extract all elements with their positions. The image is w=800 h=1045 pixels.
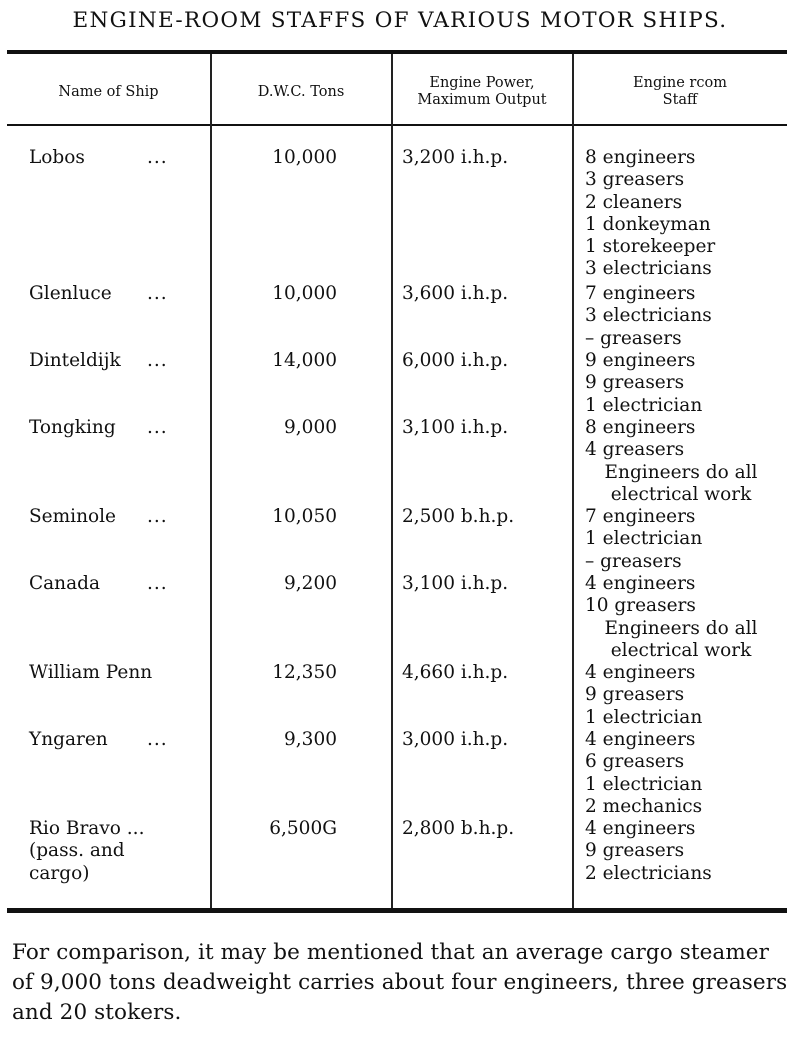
engine-power-cell: 2,500 b.h.p. (402, 506, 515, 527)
staff-entry: 1 electrician (585, 773, 703, 795)
staff-entry: – greasers (585, 550, 682, 572)
ship-name-cell (29, 506, 209, 528)
leader-dots: ... (147, 729, 168, 750)
engine-room-staff-cell (585, 818, 785, 885)
leader-dots: ... (147, 350, 168, 371)
dwc-tons-cell: 10,000 (272, 283, 337, 304)
ship-name: Lobos (29, 147, 85, 168)
dwc-tons-cell: 6,500G (269, 818, 337, 839)
leader-dots: ... (147, 147, 168, 168)
ship-name: William Penn (29, 662, 153, 683)
engine-power-cell: 3,000 i.h.p. (402, 729, 509, 750)
staff-entry: 3 electricians (585, 305, 712, 327)
staff-note: electrical work (610, 483, 752, 505)
staff-table (7, 48, 787, 916)
engine-power-cell: 4,660 i.h.p. (402, 662, 509, 683)
ship-name: Glenluce (29, 283, 112, 304)
table-bottom-rule (7, 908, 787, 913)
header-engine-room-staff: Engine rcom Staff (633, 75, 727, 108)
staff-entry: 10 greasers (585, 595, 696, 617)
column-divider (391, 54, 393, 908)
leader-dots: ... (147, 417, 168, 438)
engine-power-cell: 2,800 b.h.p. (402, 818, 515, 839)
ship-name: Tongking (29, 417, 116, 438)
column-divider (572, 54, 574, 908)
ship-name: Canada (29, 573, 101, 594)
ship-name: Rio Bravo ... (pass. and cargo) (29, 818, 145, 884)
engine-power-cell: 3,200 i.h.p. (402, 147, 509, 168)
engine-power-cell: 3,100 i.h.p. (402, 417, 509, 438)
engine-room-staff-cell (585, 506, 785, 573)
ship-name-cell (29, 573, 209, 595)
header-rule (7, 124, 787, 126)
dwc-tons-cell: 9,300 (284, 729, 337, 750)
staff-entry: 6 greasers (585, 751, 685, 773)
leader-dots: ... (147, 506, 168, 527)
staff-note: electrical work (610, 639, 752, 661)
staff-entry: 9 greasers (585, 372, 685, 394)
ship-name-cell (29, 283, 209, 305)
dwc-tons-cell: 9,000 (284, 417, 337, 438)
staff-entry: 1 donkeyman (585, 213, 711, 235)
table-title: ENGINE-ROOM STAFFS OF VARIOUS MOTOR SHIPS. (72, 8, 728, 33)
staff-entry: 1 electrician (585, 394, 703, 416)
staff-entry: 2 mechanics (585, 795, 703, 817)
staff-note: Engineers do all (604, 617, 758, 639)
staff-entry: 1 electrician (585, 706, 703, 728)
ship-name-cell (29, 662, 209, 684)
staff-entry: 7 engineers (585, 506, 696, 527)
staff-entry: 4 greasers (585, 439, 685, 461)
staff-entry: 9 greasers (585, 840, 685, 862)
staff-entry: 9 engineers (585, 350, 696, 371)
dwc-tons-cell: 9,200 (284, 573, 337, 594)
header-name-of-ship: Name of Ship (58, 83, 159, 100)
staff-entry: 2 cleaners (585, 191, 683, 213)
staff-entry: 4 engineers (585, 818, 696, 839)
staff-note: Engineers do all (604, 461, 758, 483)
leader-dots: ... (147, 283, 168, 304)
table-top-rule (7, 50, 787, 54)
header-engine-power: Engine Power, Maximum Output (417, 75, 547, 108)
staff-entry: 4 engineers (585, 662, 696, 683)
staff-entry: 2 electricians (585, 862, 712, 884)
ship-name-cell (29, 147, 209, 169)
staff-entry: 4 engineers (585, 729, 696, 750)
header-dwc-tons: D.W.C. Tons (257, 83, 345, 100)
engine-room-staff-cell (585, 729, 785, 818)
staff-entry: 3 electricians (585, 258, 712, 280)
staff-entry: – greasers (585, 327, 682, 349)
staff-entry: 4 engineers (585, 573, 696, 594)
staff-entry: 8 engineers (585, 147, 696, 168)
engine-room-staff-cell (585, 147, 785, 281)
staff-entry: 8 engineers (585, 417, 696, 438)
engine-power-cell: 3,600 i.h.p. (402, 283, 509, 304)
engine-room-staff-cell (585, 417, 785, 506)
engine-room-staff-cell (585, 283, 785, 350)
column-divider (210, 54, 212, 908)
ship-name-cell (29, 818, 209, 885)
staff-entry: 9 greasers (585, 684, 685, 706)
ship-name: Dinteldijk (29, 350, 121, 371)
engine-room-staff-cell (585, 350, 785, 417)
ship-name-cell (29, 729, 209, 751)
staff-entry: 1 storekeeper (585, 236, 716, 258)
staff-entry: 7 engineers (585, 283, 696, 304)
dwc-tons-cell: 10,000 (272, 147, 337, 168)
engine-room-staff-cell (585, 662, 785, 729)
footnote-paragraph: For comparison, it may be mentioned that an average cargo steamer of 9,000 tons deadweight carries about four engineers, three greasers and 20 stokers. (12, 940, 788, 1025)
dwc-tons-cell: 14,000 (272, 350, 337, 371)
ship-name: Seminole (29, 506, 116, 527)
staff-entry: 1 electrician (585, 528, 703, 550)
dwc-tons-cell: 12,350 (272, 662, 337, 683)
ship-name-cell (29, 350, 209, 372)
ship-name-cell (29, 417, 209, 439)
ship-name: Yngaren (29, 729, 108, 750)
dwc-tons-cell: 10,050 (272, 506, 337, 527)
staff-entry: 3 greasers (585, 169, 685, 191)
engine-power-cell: 3,100 i.h.p. (402, 573, 509, 594)
engine-power-cell: 6,000 i.h.p. (402, 350, 509, 371)
leader-dots: ... (147, 573, 168, 594)
engine-room-staff-cell (585, 573, 785, 662)
